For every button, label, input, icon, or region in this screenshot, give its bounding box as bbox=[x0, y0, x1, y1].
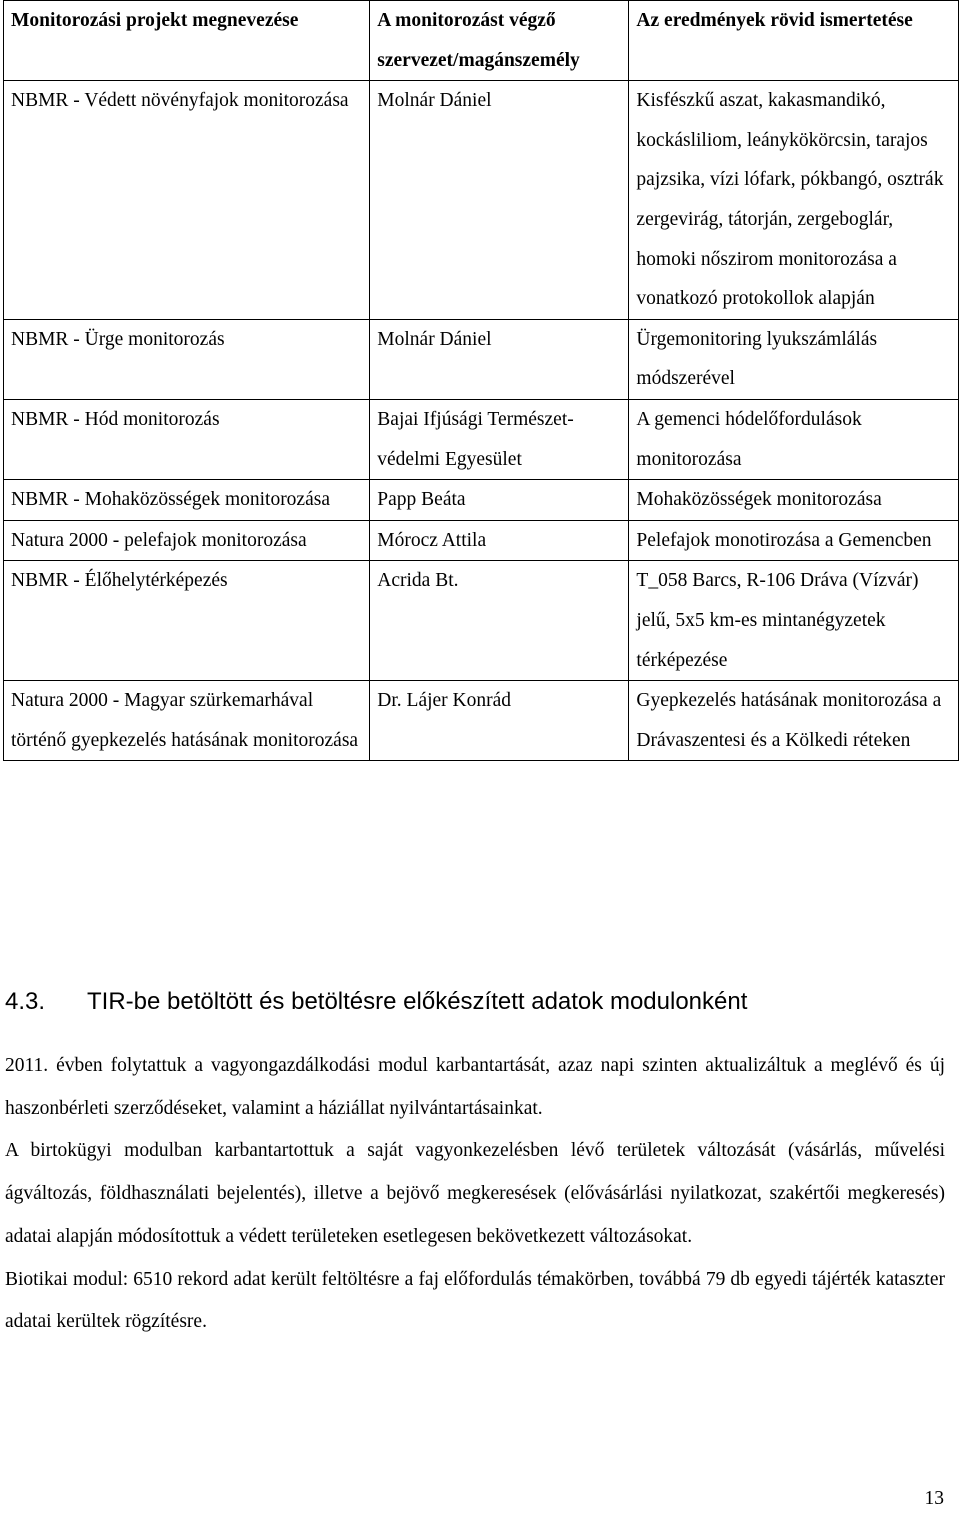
table-row bbox=[4, 81, 959, 320]
paragraph: A birtokügyi modulban karbantartottuk a saját vagyonkezelésben lévő területek változását (vásárlás, művelési ágváltozás, földhasználati bejelentés), illetve a bejövő megkeresések (elővásárlási nyilatkozat, szakértői megkeresés) adatai alapján módosítottuk a védett területeken esetlegesen bekövetkezett változásokat. bbox=[5, 1140, 945, 1247]
cell-results: T_058 Barcs, R-106 Dráva (Vízvár) jelű, 5x5 km-es mintanégyzetek térképezése bbox=[629, 561, 959, 681]
cell-organization: Mórocz Attila bbox=[370, 520, 629, 561]
table-row bbox=[4, 480, 959, 521]
cell-results: Pelefajok monotirozása a Gemencben bbox=[629, 520, 959, 561]
table-row bbox=[4, 561, 959, 681]
cell-results: Mohaközösségek monitorozása bbox=[629, 480, 959, 521]
section-heading bbox=[5, 982, 747, 1022]
header-results-summary: Az eredmények rövid ismertetése bbox=[629, 1, 959, 81]
page-number: 13 bbox=[924, 1488, 944, 1509]
cell-results: Ürgemonitoring lyukszámlálás módszerével bbox=[629, 319, 959, 399]
paragraph: Biotikai modul: 6510 rekord adat került feltöltésre a faj előfordulás témakörben, továbbá 79 db egyedi tájérték kataszter adatai kerültek rögzítésre. bbox=[5, 1268, 945, 1333]
section-number: 4.3. bbox=[5, 988, 46, 1015]
section-title: TIR-be betöltött és betöltésre előkészített adatok modulonként bbox=[87, 988, 748, 1015]
cell-results: A gemenci hódelőfordulások monitorozása bbox=[629, 399, 959, 479]
header-project-name: Monitorozási projekt megnevezése bbox=[4, 1, 370, 81]
cell-organization: Bajai Ifjúsági Természetvédelmi Egyesület bbox=[370, 399, 629, 479]
cell-organization: Acrida Bt. bbox=[370, 561, 629, 681]
cell-organization: Dr. Lájer Konrád bbox=[370, 681, 629, 761]
monitoring-projects-table bbox=[3, 0, 959, 761]
header-organization: A monitorozást végző szervezet/magánszemély bbox=[370, 1, 629, 81]
cell-results: Kisfészkű aszat, kakasmandikó, kockásliliom, leánykökörcsin, tarajos pajzsika, vízi lófark, pókbangó, osztrák zergevirág, tátorján, zergeboglár, homoki nőszirom monitorozása a vonatkozó protokollok alapján bbox=[629, 81, 959, 320]
table-row bbox=[4, 681, 959, 761]
cell-project: NBMR - Hód monitorozás bbox=[4, 399, 370, 479]
cell-project: NBMR - Ürge monitorozás bbox=[4, 319, 370, 399]
cell-organization: Papp Beáta bbox=[370, 480, 629, 521]
table-row bbox=[4, 319, 959, 399]
table-header-row bbox=[4, 1, 959, 81]
cell-project: NBMR - Élőhelytérképezés bbox=[4, 561, 370, 681]
table-row bbox=[4, 520, 959, 561]
cell-project: Natura 2000 - Magyar szürkemarhával történő gyepkezelés hatásának monitorozása bbox=[4, 681, 370, 761]
paragraph: 2011. évben folytattuk a vagyongazdálkodási modul karbantartását, azaz napi szinten aktualizáltuk a meglévő és új haszonbérleti szerződéseket, valamint a háziállat nyilvántartásainkat. bbox=[5, 1055, 945, 1119]
cell-project: NBMR - Védett növényfajok monitorozása bbox=[4, 81, 370, 320]
body-text bbox=[5, 1045, 945, 1344]
cell-project: Natura 2000 - pelefajok monitorozása bbox=[4, 520, 370, 561]
table-row bbox=[4, 399, 959, 479]
cell-organization: Molnár Dániel bbox=[370, 319, 629, 399]
cell-project: NBMR - Mohaközösségek monitorozása bbox=[4, 480, 370, 521]
cell-results: Gyepkezelés hatásának monitorozása a Drávaszentesi és a Kölkedi réteken bbox=[629, 681, 959, 761]
cell-organization: Molnár Dániel bbox=[370, 81, 629, 320]
